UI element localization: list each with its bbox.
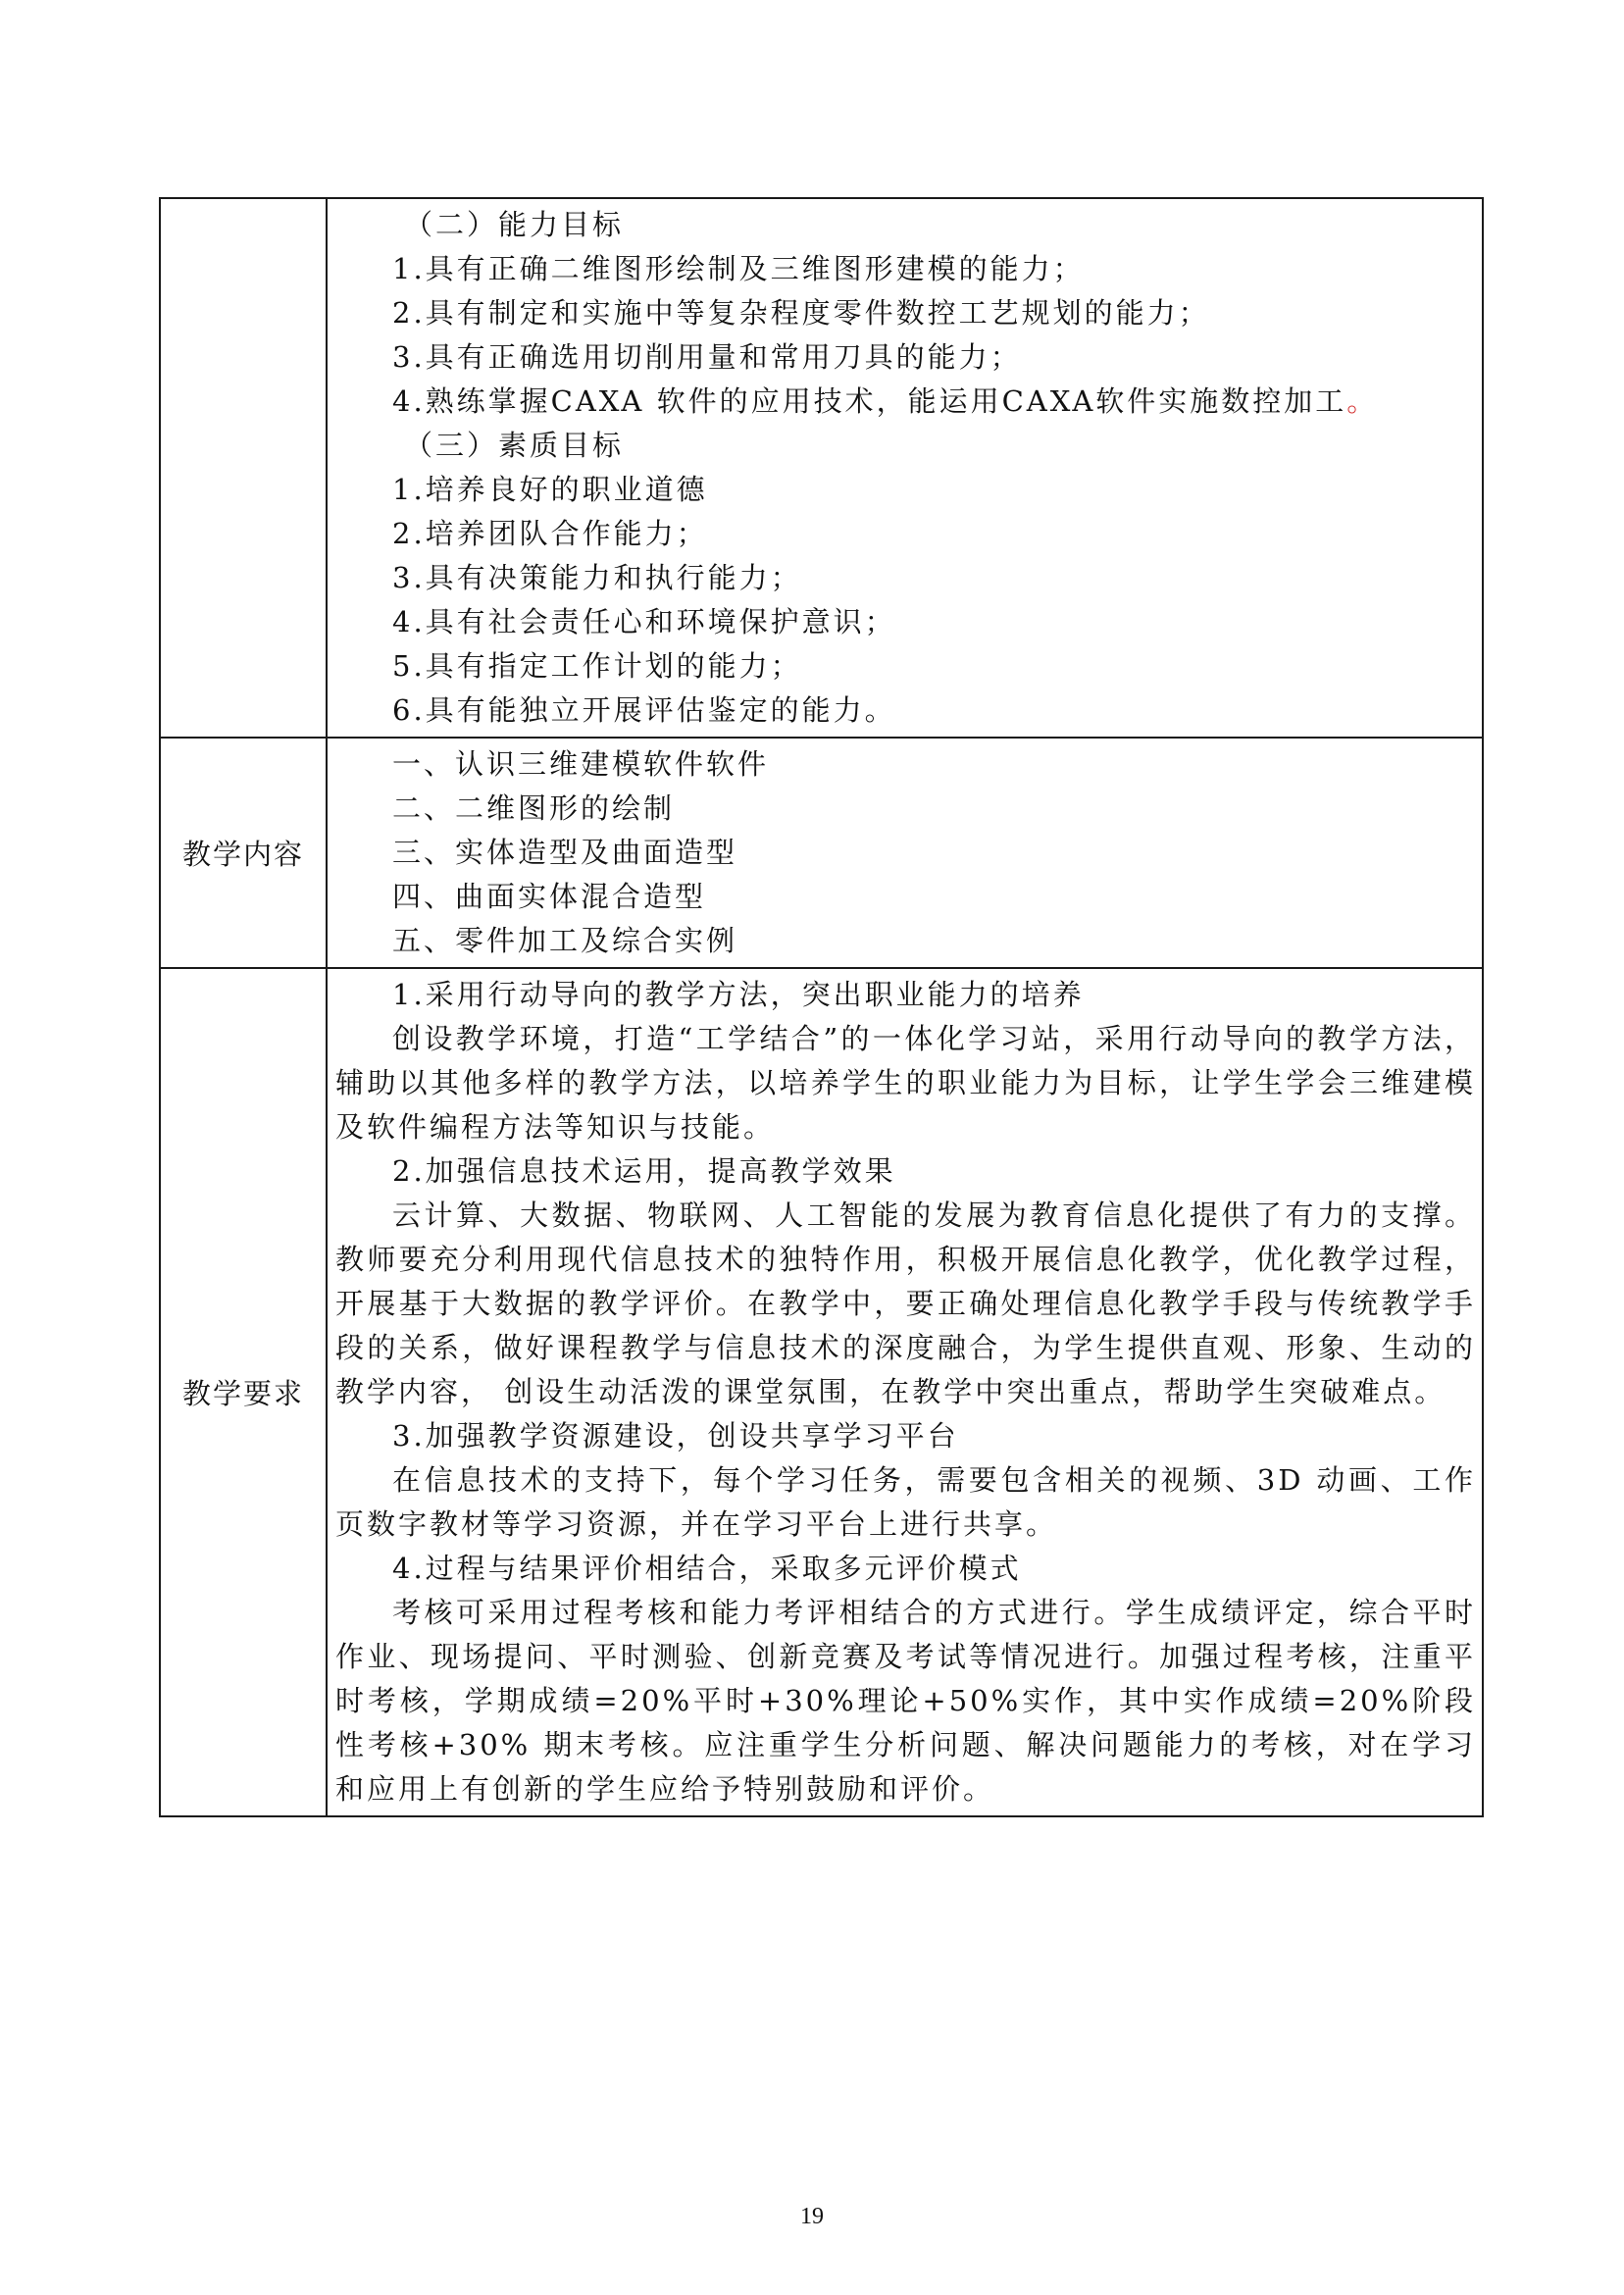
list-item: 三、实体造型及曲面造型 — [392, 836, 738, 869]
list-item: 五、零件加工及综合实例 — [392, 924, 738, 957]
section-heading: （二）能力目标 — [404, 208, 625, 241]
table-row-teaching-content — [160, 738, 1483, 968]
list-item: 3.具有决策能力和执行能力； — [392, 561, 802, 594]
table-row-objectives — [160, 198, 1483, 738]
row-label-cell — [160, 968, 327, 1816]
list-item: 2.培养团队合作能力； — [392, 517, 708, 550]
row-label-teaching-requirements: 教学要求 — [181, 1377, 304, 1410]
list-item: 1.培养良好的职业道德 — [392, 473, 708, 506]
requirement-heading: 2.加强信息技术运用，提高教学效果 — [392, 1154, 896, 1188]
requirement-paragraph: 云计算、大数据、物联网、人工智能的发展为教育信息化提供了有力的支撑。教师要充分利用现代信息技术的独特作用，积极开展信息化教学，优化教学过程，开展基于大数据的教学评价。在教学中，要正确处理信息化教学手段与传统教学手段的关系，做好课程教学与信息技术的深度融合，为学生提供直观、形象、生动的教学内容， 创设生动活泼的课堂氛围，在教学中突出重点，帮助学生突破难点。 — [335, 1198, 1476, 1408]
list-item: 6.具有能独立开展评估鉴定的能力。 — [392, 693, 896, 727]
list-item — [335, 380, 1476, 424]
requirement-paragraph: 考核可采用过程考核和能力考评相结合的方式进行。学生成绩评定，综合平时作业、现场提问、平时测验、创新竞赛及考试等情况进行。加强过程考核，注重平时考核，学期成绩=20%平时+30%理论+50%实作，其中实作成绩=20%阶段性考核+30% 期末考核。应注重学生分析问题、解决问题能力的考核，对在学习和应用上有创新的学生应给予特别鼓励和评价。 — [335, 1596, 1476, 1806]
list-item: 一、认识三维建模软件软件 — [392, 747, 770, 781]
list-item: 4.具有社会责任心和环境保护意识； — [392, 605, 896, 638]
row-label-empty — [160, 198, 327, 738]
list-item: 二、二维图形的绘制 — [392, 791, 676, 825]
requirement-paragraph: 创设教学环境，打造“工学结合”的一体化学习站，采用行动导向的教学方法， 辅助以其他多样的教学方法，以培养学生的职业能力为目标，让学生学会三维建模及软件编程方法等知识与技能。 — [335, 1022, 1476, 1144]
list-item: 3.具有正确选用切削用量和常用刀具的能力； — [392, 340, 1022, 374]
requirement-paragraph: 在信息技术的支持下，每个学习任务，需要包含相关的视频、3D 动画、工作页数字教材等学习资源，并在学习平台上进行共享。 — [335, 1463, 1476, 1541]
teaching-content — [327, 738, 1483, 968]
list-item: 5.具有指定工作计划的能力； — [392, 649, 802, 683]
requirement-heading: 1.采用行动导向的教学方法，突出职业能力的培养 — [392, 978, 1085, 1011]
row-label-cell — [160, 738, 327, 968]
red-period: 。 — [1346, 384, 1379, 418]
teaching-requirements — [327, 968, 1483, 1816]
row-label-teaching-content: 教学内容 — [181, 838, 304, 871]
list-item: 1.具有正确二维图形绘制及三维图形建模的能力； — [392, 252, 1085, 285]
list-item-text: 4.熟练掌握CAXA 软件的应用技术，能运用CAXA软件实施数控加工 — [392, 384, 1347, 418]
list-item: 2.具有制定和实施中等复杂程度零件数控工艺规划的能力； — [392, 296, 1210, 330]
course-table — [159, 197, 1484, 1817]
page-number: 19 — [800, 2204, 824, 2229]
section-heading: （三）素质目标 — [404, 429, 625, 462]
objectives-content — [327, 198, 1483, 738]
requirement-heading: 4.过程与结果评价相结合，采取多元评价模式 — [392, 1552, 1022, 1585]
list-item: 四、曲面实体混合造型 — [392, 880, 707, 913]
requirement-heading: 3.加强教学资源建设，创设共享学习平台 — [392, 1419, 959, 1453]
table-row-teaching-requirements — [160, 968, 1483, 1816]
